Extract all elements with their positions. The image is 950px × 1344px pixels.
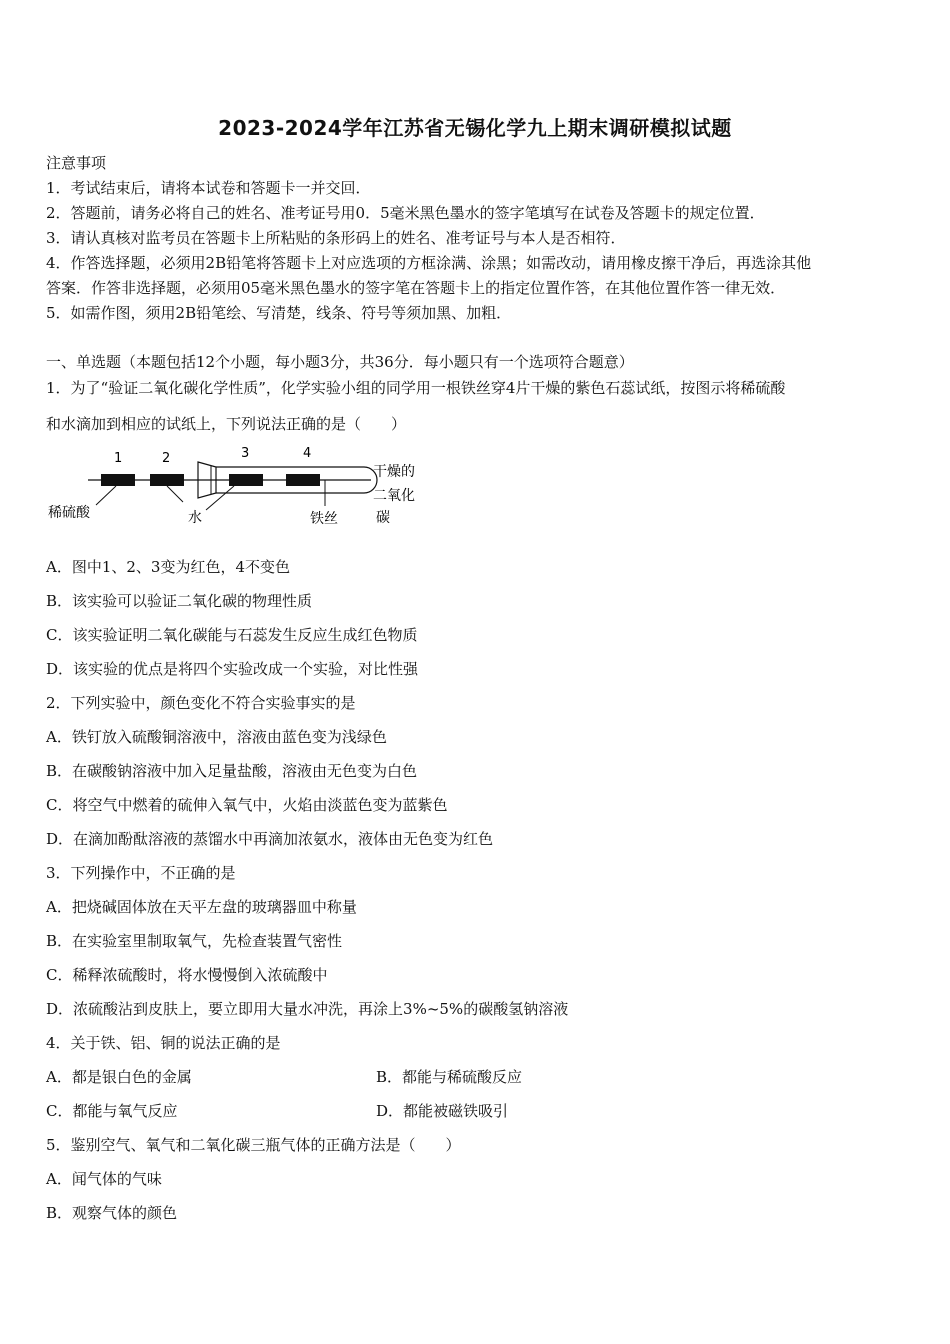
q5-option-b: B．观察气体的颜色 [46, 1204, 178, 1222]
q3-option-a: A．把烧碱固体放在天平左盘的玻璃器皿中称量 [46, 898, 357, 916]
notice-heading: 注意事项 [46, 154, 107, 172]
q1-option-c: C．该实验证明二氧化碳能与石蕊发生反应生成红色物质 [46, 626, 418, 644]
q3-stem: 3．下列操作中，不正确的是 [46, 864, 236, 882]
q4-option-c: C．都能与氧气反应 [46, 1102, 178, 1120]
q4-stem: 4．关于铁、铝、铜的说法正确的是 [46, 1034, 281, 1052]
co2-label-line1: 干燥的 [373, 464, 415, 480]
co2-label-line3: 碳 [376, 510, 390, 526]
notice-item-4-cont: 答案．作答非选择题，必须用05毫米黑色墨水的签字笔在答题卡上的指定位置作答，在其他位置作答一律无效． [46, 279, 786, 297]
q1-stem-line1: 1．为了“验证二氧化碳化学性质”，化学实验小组的同学用一根铁丝穿4片干燥的紫色石蕊试纸，按图示将稀硫酸 [46, 379, 786, 397]
strip-label-2: 2 [162, 451, 171, 466]
q5-stem: 5．鉴别空气、氧气和二氧化碳三瓶气体的正确方法是（ ） [46, 1136, 461, 1154]
q4-option-d: D．都能被磁铁吸引 [376, 1102, 509, 1120]
q2-option-a: A．铁钉放入硫酸铜溶液中，溶液由蓝色变为浅绿色 [46, 728, 387, 746]
q1-option-a: A．图中1、2、3变为红色，4不变色 [46, 558, 291, 576]
q1-option-d: D．该实验的优点是将四个实验改成一个实验，对比性强 [46, 660, 419, 678]
strip-label-4: 4 [303, 446, 312, 461]
iron-wire-label: 铁丝 [310, 511, 338, 527]
q1-experiment-diagram [46, 440, 446, 535]
q2-option-c: C．将空气中燃着的硫伸入氧气中，火焰由淡蓝色变为蓝紫色 [46, 796, 448, 814]
strip-label-1: 1 [114, 451, 123, 466]
q5-option-a: A．闻气体的气味 [46, 1170, 162, 1188]
notice-item-4: 4．作答选择题，必须用2B铅笔将答题卡上对应选项的方框涂满、涂黑；如需改动，请用橡皮擦干净后，再选涂其他 [46, 254, 812, 272]
notice-item-5: 5．如需作图，须用2B铅笔绘、写清楚，线条、符号等须加黑、加粗． [46, 304, 512, 322]
page-title: 2023-2024学年江苏省无锡化学九上期末调研模拟试题 [218, 116, 732, 140]
notice-item-1: 1．考试结束后，请将本试卷和答题卡一并交回． [46, 179, 371, 197]
co2-label-line2: 二氧化 [373, 488, 415, 504]
q2-option-b: B．在碳酸钠溶液中加入足量盐酸，溶液由无色变为白色 [46, 762, 418, 780]
strip-label-3: 3 [241, 446, 250, 461]
q3-option-b: B．在实验室里制取氧气，先检查装置气密性 [46, 932, 343, 950]
q4-option-b: B．都能与稀硫酸反应 [376, 1068, 523, 1086]
notice-item-2: 2．答题前，请务必将自己的姓名、准考证号用0．5毫米黑色墨水的签字笔填写在试卷及答题卡的规定位置． [46, 204, 765, 222]
notice-item-3: 3．请认真核对监考员在答题卡上所粘贴的条形码上的姓名、准考证号与本人是否相符． [46, 229, 626, 247]
dilute-acid-label: 稀硫酸 [48, 505, 90, 521]
section-heading: 一、单选题（本题包括12个小题，每小题3分，共36分．每小题只有一个选项符合题意） [46, 353, 634, 371]
q1-stem-line2: 和水滴加到相应的试纸上，下列说法正确的是（ ） [46, 415, 407, 433]
q4-option-a: A．都是银白色的金属 [46, 1068, 192, 1086]
q2-stem: 2．下列实验中，颜色变化不符合实验事实的是 [46, 694, 356, 712]
q1-option-b: B．该实验可以验证二氧化碳的物理性质 [46, 592, 313, 610]
q3-option-c: C．稀释浓硫酸时，将水慢慢倒入浓硫酸中 [46, 966, 328, 984]
q2-option-d: D．在滴加酚酞溶液的蒸馏水中再滴加浓氨水，液体由无色变为红色 [46, 830, 494, 848]
q3-option-d: D．浓硫酸沾到皮肤上，要立即用大量水冲洗，再涂上3%~5%的碳酸氢钠溶液 [46, 1000, 569, 1018]
water-label: 水 [188, 510, 202, 526]
